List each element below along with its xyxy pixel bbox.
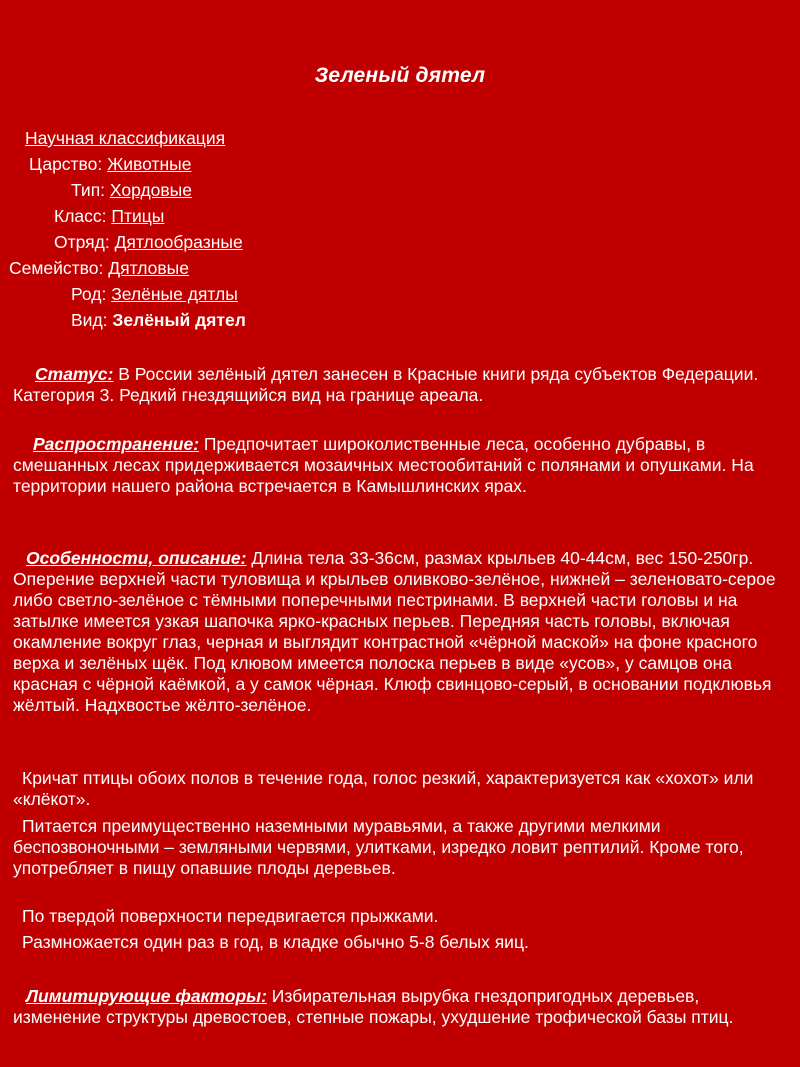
diet-paragraph: Питается преимущественно наземными муравьями, а также другими мелкими беспозвоночными – земляными червями, улитками, изредко ловит рептилий. Кроме того, употребляет в пищу опавшие плоды деревьев. [13,816,744,878]
classification-row-family [0,255,246,281]
limiting-heading: Лимитирующие факторы: [26,986,267,1006]
classification-row-genus [0,281,246,307]
features-paragraph [13,548,791,716]
voice-paragraph: Кричат птицы обоих полов в течение года, голос резкий, характеризуется как «хохот» или «клёкот». [13,768,754,809]
status-text: В России зелёный дятел занесен в Красные книги ряда субъектов Федерации. Категория 3. Редкий гнездящийся вид на границе ареала. [13,364,759,405]
order-link[interactable]: Дятлообразные [114,232,243,252]
distribution-paragraph [13,434,791,497]
page-title: Зеленый дятел [314,64,486,87]
classification-label: Класс: [54,206,112,226]
genus-link[interactable]: Зелёные дятлы [111,284,238,304]
species-name: Зелёный дятел [112,310,246,330]
classification-heading-text: Научная классификация [25,128,226,148]
classification-heading [0,125,246,151]
phylum-link[interactable]: Хордовые [109,180,192,200]
classification-label: Семейство: [9,258,109,278]
classification-row-species [0,307,246,333]
limiting-text: Избирательная вырубка гнездопригодных деревьев, изменение структуры древостоев, степные пожары, ухудшение трофической базы птиц. [13,986,734,1027]
status-paragraph [13,364,791,406]
classification-label: Род: [71,284,112,304]
classification-row-phylum [0,177,246,203]
status-heading: Статус: [35,364,114,384]
classification-row-class [0,203,246,229]
classification-label: Царство: [29,154,108,174]
classification-label: Отряд: [54,232,115,252]
family-link[interactable]: Дятловые [108,258,189,278]
limiting-paragraph [13,986,791,1028]
features-text: Длина тела 33-36см, размах крыльев 40-44см, вес 150-250гр. Оперение верхней части туловища и крыльев оливково-зелёное, нижней – зеленовато-серое либо светло-зелёное с тёмными поперечными пестринами. В верхней части головы и на затылке имеется узкая шапочка ярко-красных перьев. Передняя часть головы, включая окамление вокруг глаз, черная и выглядит контрастной «чёрной маской» на фоне красного верха и зелёных щёк. Под клювом имеется полоска перьев в виде «усов», у самцов она красная с чёрной каёмкой, а у самок чёрная. Клюф свинцово-серый, в основании подклювья жёлтый. Надхвостье жёлто-зелёное. [13,548,776,715]
class-link[interactable]: Птицы [111,206,165,226]
classification-row-order [0,229,246,255]
features-heading: Особенности, описание: [26,548,247,568]
classification-row-kingdom [0,151,246,177]
movement-paragraph: По твердой поверхности передвигается прыжками. [22,906,439,926]
breeding-paragraph: Размножается один раз в год, в кладке обычно 5-8 белых яиц. [22,932,529,952]
distribution-heading: Распространение: [33,434,200,454]
classification-label: Тип: [71,180,110,200]
distribution-text: Предпочитает широколиственные леса, особенно дубравы, в смешанных лесах придерживается мозаичных местообитаний с полянами и опушками. На территории нашего района встречается в Камышлинских ярах. [13,434,754,496]
classification-block [0,125,246,333]
classification-label: Вид: [71,310,113,330]
kingdom-link[interactable]: Животные [107,154,192,174]
